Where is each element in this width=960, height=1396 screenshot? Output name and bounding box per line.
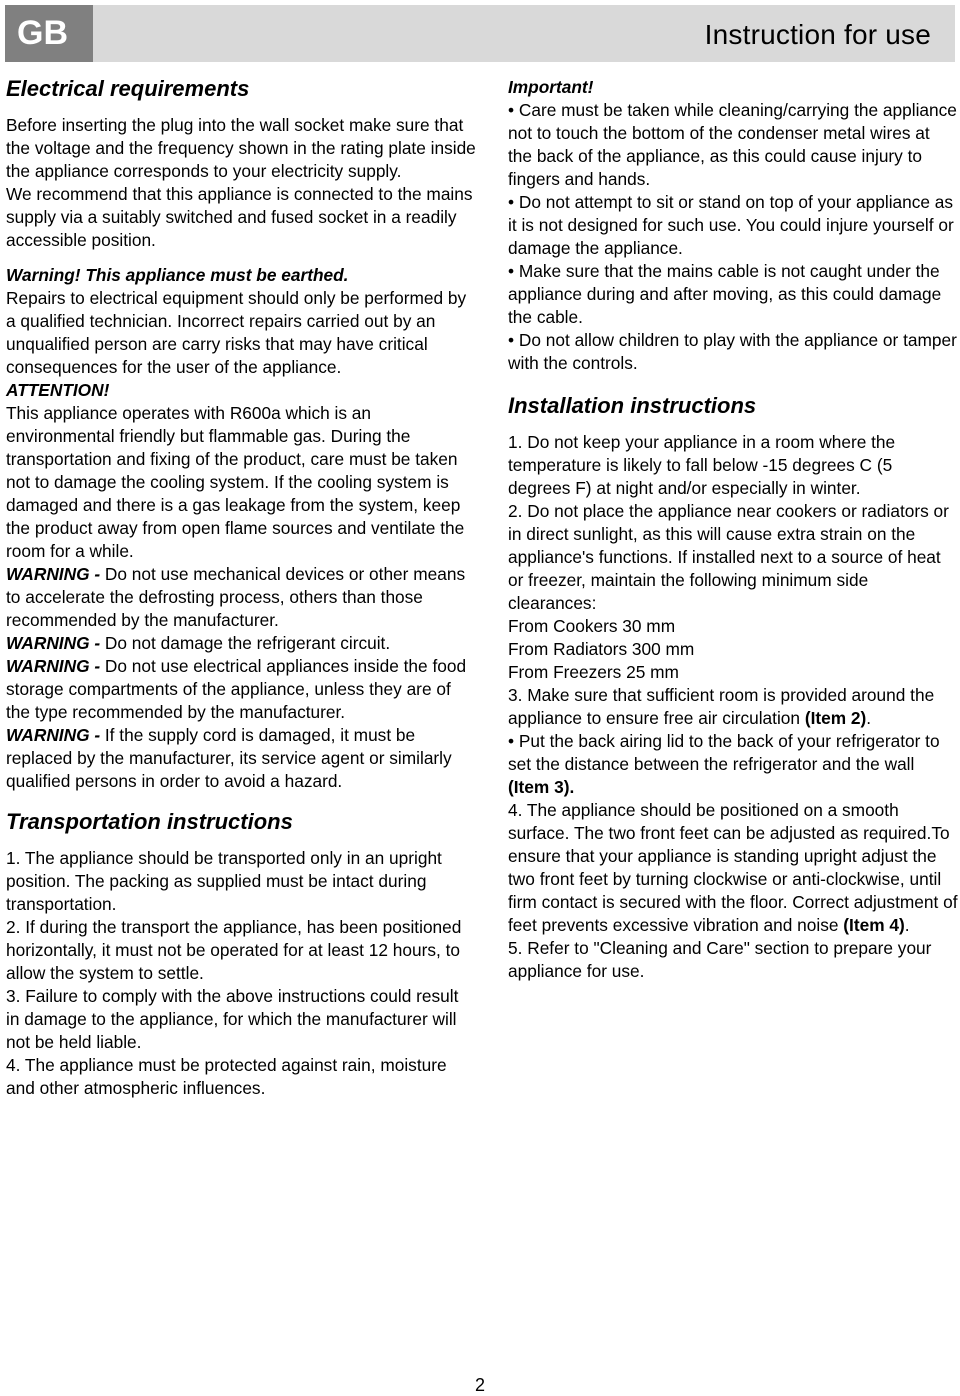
transport-list	[6, 847, 476, 1100]
transport-heading: Transportation instructions	[6, 809, 293, 834]
transport-item: 4. The appliance must be protected against rain, moisture and other atmospheric influences.	[6, 1055, 447, 1098]
warning-refrigerant	[6, 632, 476, 655]
installation-bullet-lid	[508, 730, 958, 799]
transport-item: 2. If during the transport the appliance, has been positioned horizontally, it must not be operated for at least 12 hours, to allow the system to settle.	[6, 917, 462, 983]
header-title: Instruction for use	[704, 19, 931, 50]
page-header	[5, 5, 955, 62]
warning-text: Do not use mechanical devices or other means to accelerate the defrosting process, others than those recommended by the manufacturer.	[6, 564, 466, 630]
important-bullet: • Do not attempt to sit or stand on top of your appliance as it is not designed for such use. You could injure yourself or damage the appliance.	[508, 192, 954, 258]
important-bullet: • Do not allow children to play with the appliance or tamper with the controls.	[508, 330, 957, 373]
item-3-reference: (Item 3).	[508, 777, 575, 797]
warning-label: WARNING -	[6, 564, 101, 584]
clearance-cookers: From Cookers 30 mm	[508, 616, 676, 636]
installation-item-4	[508, 799, 958, 937]
installation-item-1: 1. Do not keep your appliance in a room where the temperature is likely to fall below -15 degrees C (5 degrees F) at night and/or especially in winter.	[508, 432, 896, 498]
installation-item-3-text: 3. Make sure that sufficient room is provided around the appliance to ensure free air circulation	[508, 685, 935, 728]
warning-text: Do not use electrical appliances inside the food storage compartments of the appliance, unless they are of the type recommended by the manufacturer.	[6, 656, 467, 722]
electrical-recommend: We recommend that this appliance is connected to the mains supply via a suitably switched and fused socket in a readily accessible position.	[6, 184, 473, 250]
electrical-intro: Before inserting the plug into the wall socket make sure that the voltage and the frequency shown in the rating plate inside the appliance corresponds to your electricity supply.	[6, 115, 476, 181]
bullet-lid-text: • Put the back airing lid to the back of your refrigerator to set the distance between the refrigerator and the wall	[508, 731, 940, 774]
important-bullet: • Care must be taken while cleaning/carrying the appliance not to touch the bottom of the condenser metal wires at the back of the appliance, as this could cause injury to fingers and hands.	[508, 100, 957, 189]
installation-item-4-end: .	[904, 915, 910, 935]
warning-label: WARNING -	[6, 656, 101, 676]
warning-label: WARNING -	[6, 633, 101, 653]
installation-item-2: 2. Do not place the appliance near cookers or radiators or in direct sunlight, as this will cause extra strain on the appliance's functions. If installed next to a source of heat or freezer, maintain the following minimum side clearances:	[508, 501, 949, 613]
item-4-reference: (Item 4)	[843, 915, 905, 935]
clearance-radiators: From Radiators 300 mm	[508, 639, 695, 659]
warning-defrost	[6, 563, 476, 632]
language-code-badge: GB	[5, 5, 93, 62]
item-2-reference: (Item 2)	[804, 708, 867, 728]
installation-item-3	[508, 684, 958, 730]
earthed-warning: Warning! This appliance must be earthed.	[6, 265, 349, 285]
repairs-text: Repairs to electrical equipment should only be performed by a qualified technician. Incorrect repairs carried out by an unqualified person are carry risks that may have critical consequences for the user of the appliance.	[6, 288, 467, 377]
installation-heading: Installation instructions	[508, 393, 757, 418]
left-column	[6, 70, 476, 1100]
page-number: 2	[474, 1375, 485, 1395]
warning-text: If the supply cord is damaged, it must be replaced by the manufacturer, its service agent or similarly qualified persons in order to avoid a hazard.	[6, 725, 452, 791]
important-heading: Important!	[508, 77, 594, 97]
important-bullet: • Make sure that the mains cable is not caught under the appliance during and after moving, as this could damage the cable.	[508, 261, 942, 327]
r600a-text: This appliance operates with R600a which is an environmental friendly but flammable gas. During the transportation and fixing of the product, care must be taken not to damage the cooling system. If the cooling system is damaged and there is a gas leakage from the system, keep the product away from open flame sources and ventilate the room for a while.	[6, 403, 465, 561]
electrical-heading: Electrical requirements	[6, 76, 250, 101]
attention-label: ATTENTION!	[6, 380, 110, 400]
right-column	[508, 70, 958, 983]
warning-text: Do not damage the refrigerant circuit.	[100, 633, 391, 653]
installation-item-4-text: 4. The appliance should be positioned on a smooth surface. The two front feet can be adjusted as required.To ensure that your appliance is standing upright adjust the two front feet by turning clockwise or anti-clockwise, until firm contact is secured with the floor. Correct adjustment of feet prevents excessive vibration and noise	[508, 800, 958, 935]
clearance-freezers: From Freezers 25 mm	[508, 662, 679, 682]
warning-supply-cord	[6, 724, 476, 793]
installation-item-3-end: .	[866, 708, 872, 728]
warning-label: WARNING -	[6, 725, 101, 745]
transport-item: 3. Failure to comply with the above instructions could result in damage to the appliance, for which the manufacturer will not be held liable.	[6, 986, 459, 1052]
transport-item: 1. The appliance should be transported only in an upright position. The packing as supplied must be intact during transportation.	[6, 848, 442, 914]
warning-electrical-appliances	[6, 655, 476, 724]
installation-item-5: 5. Refer to "Cleaning and Care" section to prepare your appliance for use.	[508, 938, 932, 981]
